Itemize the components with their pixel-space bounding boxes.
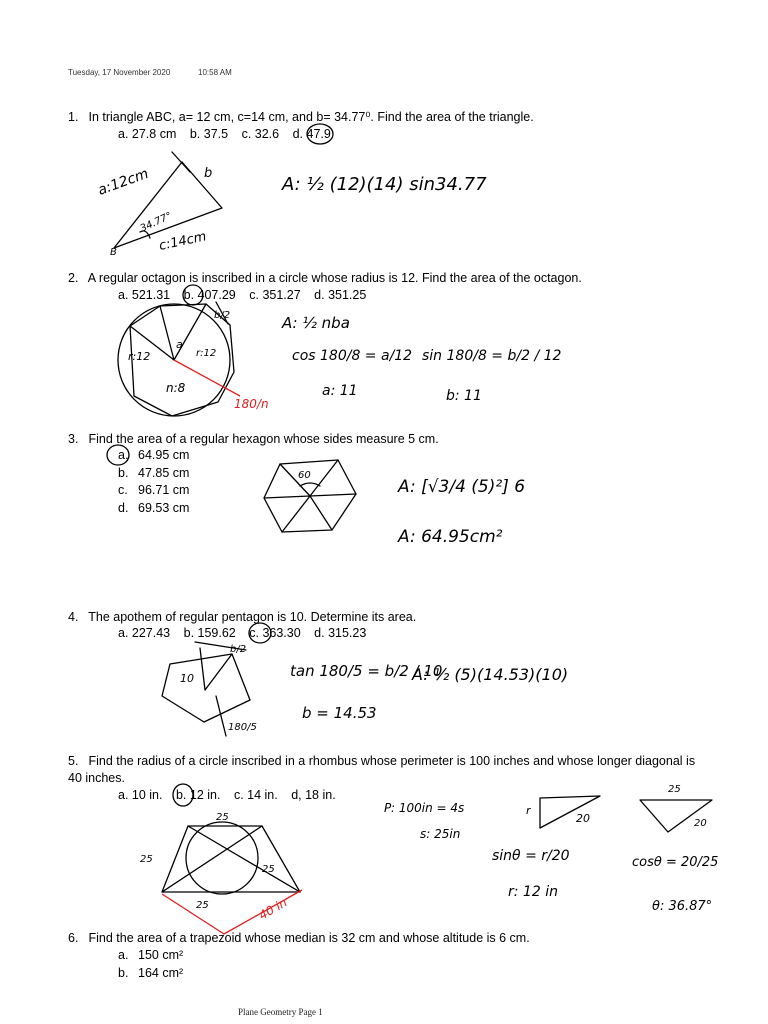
option: a. 521.31 xyxy=(118,288,171,302)
svg-text:A: ½ (12)(14) sin34.77: A: ½ (12)(14) sin34.77 xyxy=(282,174,487,195)
option: a. 10 in. xyxy=(118,788,163,802)
option: a. 150 cm² xyxy=(118,948,184,962)
svg-text:b/2: b/2 xyxy=(214,310,231,321)
svg-text:A: ½ (5)(14.53)(10): A: ½ (5)(14.53)(10) xyxy=(412,665,569,684)
option: b. 47.85 cm xyxy=(118,465,190,480)
option: d, 18 in. xyxy=(291,788,336,802)
header-date: Tuesday, 17 November 2020 xyxy=(68,68,171,77)
svg-text:20: 20 xyxy=(694,818,707,829)
question-text: In triangle ABC, a= 12 cm, c=14 cm, and b= 34.77⁰. Find the area of the triangle. xyxy=(88,110,534,124)
svg-text:40 in: 40 in xyxy=(256,895,290,923)
option: b. 37.5 xyxy=(189,127,229,141)
option: d. 69.53 cm xyxy=(118,500,190,515)
svg-text:r: r xyxy=(526,804,531,817)
svg-text:sinθ = r/20: sinθ = r/20 xyxy=(492,848,570,864)
svg-text:b = 14.53: b = 14.53 xyxy=(302,704,377,722)
svg-text:180/n: 180/n xyxy=(234,397,269,411)
question-text: A regular octagon is inscribed in a circle whose radius is 12. Find the area of the octagon. xyxy=(87,271,582,285)
svg-text:cos 180/8 = a/12: cos 180/8 = a/12 xyxy=(292,348,413,364)
svg-text:34.77°: 34.77° xyxy=(138,210,174,235)
svg-text:10: 10 xyxy=(180,672,194,685)
svg-text:tan 180/5 = b/2 / 10: tan 180/5 = b/2 / 10 xyxy=(290,662,443,680)
svg-text:b: b xyxy=(204,166,213,181)
option: b. 407.29 xyxy=(183,288,236,302)
svg-text:25: 25 xyxy=(216,812,229,823)
svg-text:r:12: r:12 xyxy=(196,348,217,359)
svg-text:b: 11: b: 11 xyxy=(446,388,482,404)
svg-text:a:12cm: a:12cm xyxy=(95,165,151,199)
svg-text:A: [√3/4 (5)²] 6: A: [√3/4 (5)²] 6 xyxy=(398,477,526,497)
option: c. 32.6 xyxy=(241,127,280,141)
svg-text:25: 25 xyxy=(140,854,153,865)
question-number: 3. xyxy=(68,432,79,446)
svg-text:c:14cm: c:14cm xyxy=(157,229,208,254)
option: c. 351.27 xyxy=(249,288,301,302)
svg-text:r: 12 in: r: 12 in xyxy=(508,884,558,900)
option: b. 12 in. xyxy=(175,788,221,802)
svg-text:s: 25in: s: 25in xyxy=(420,827,461,841)
option: c. 14 in. xyxy=(233,788,278,802)
question-number: 4. xyxy=(68,610,79,624)
svg-text:a: 11: a: 11 xyxy=(322,383,358,399)
question-number: 2. xyxy=(68,271,79,285)
svg-text:θ: 36.87°: θ: 36.87° xyxy=(652,899,713,914)
option: b. 159.62 xyxy=(183,626,236,640)
svg-text:25: 25 xyxy=(196,900,209,911)
page-footer: Plane Geometry Page 1 xyxy=(238,1007,323,1017)
option: d. 351.25 xyxy=(314,288,367,302)
question-number: 1. xyxy=(68,110,79,124)
option: a. 64.95 cm xyxy=(118,448,190,462)
svg-text:180/5: 180/5 xyxy=(228,722,257,733)
svg-text:25: 25 xyxy=(668,784,681,795)
svg-text:cosθ = 20/25: cosθ = 20/25 xyxy=(632,855,719,870)
svg-text:n:8: n:8 xyxy=(166,381,186,395)
option: d. 315.23 xyxy=(314,626,367,640)
question-number: 6. xyxy=(68,931,79,945)
svg-text:r:12: r:12 xyxy=(128,350,151,363)
svg-text:25: 25 xyxy=(262,864,275,875)
svg-text:sin 180/8 = b/2 / 12: sin 180/8 = b/2 / 12 xyxy=(422,348,562,364)
svg-text:60: 60 xyxy=(298,470,311,481)
question-text: Find the area of a regular hexagon whose sides measure 5 cm. xyxy=(88,432,439,446)
svg-text:b/2: b/2 xyxy=(230,644,247,655)
svg-text:A: 64.95cm²: A: 64.95cm² xyxy=(398,527,503,547)
svg-text:A: ½ nba: A: ½ nba xyxy=(282,314,350,332)
question-text: The apothem of regular pentagon is 10. Determine its area. xyxy=(88,610,417,624)
svg-text:20: 20 xyxy=(576,812,590,825)
svg-text:a: a xyxy=(176,338,183,351)
option: a. 227.43 xyxy=(118,626,171,640)
question-text: Find the radius of a circle inscribed in a rhombus whose perimeter is 100 inches and whose longer diagonal is 40 inches. xyxy=(68,754,696,785)
svg-text:B: B xyxy=(110,247,117,258)
svg-text:P: 100in = 4s: P: 100in = 4s xyxy=(384,801,465,815)
question-text: Find the area of a trapezoid whose median is 32 cm and whose altitude is 6 cm. xyxy=(88,931,530,945)
option: b. 164 cm² xyxy=(118,965,184,980)
option: c. 363.30 xyxy=(249,626,301,640)
option: c. 96.71 cm xyxy=(118,483,190,497)
option: a. 27.8 cm xyxy=(118,127,177,141)
option: d. 47.9 xyxy=(292,127,331,141)
header-time: 10:58 AM xyxy=(198,68,232,77)
question-number: 5. xyxy=(68,754,79,768)
